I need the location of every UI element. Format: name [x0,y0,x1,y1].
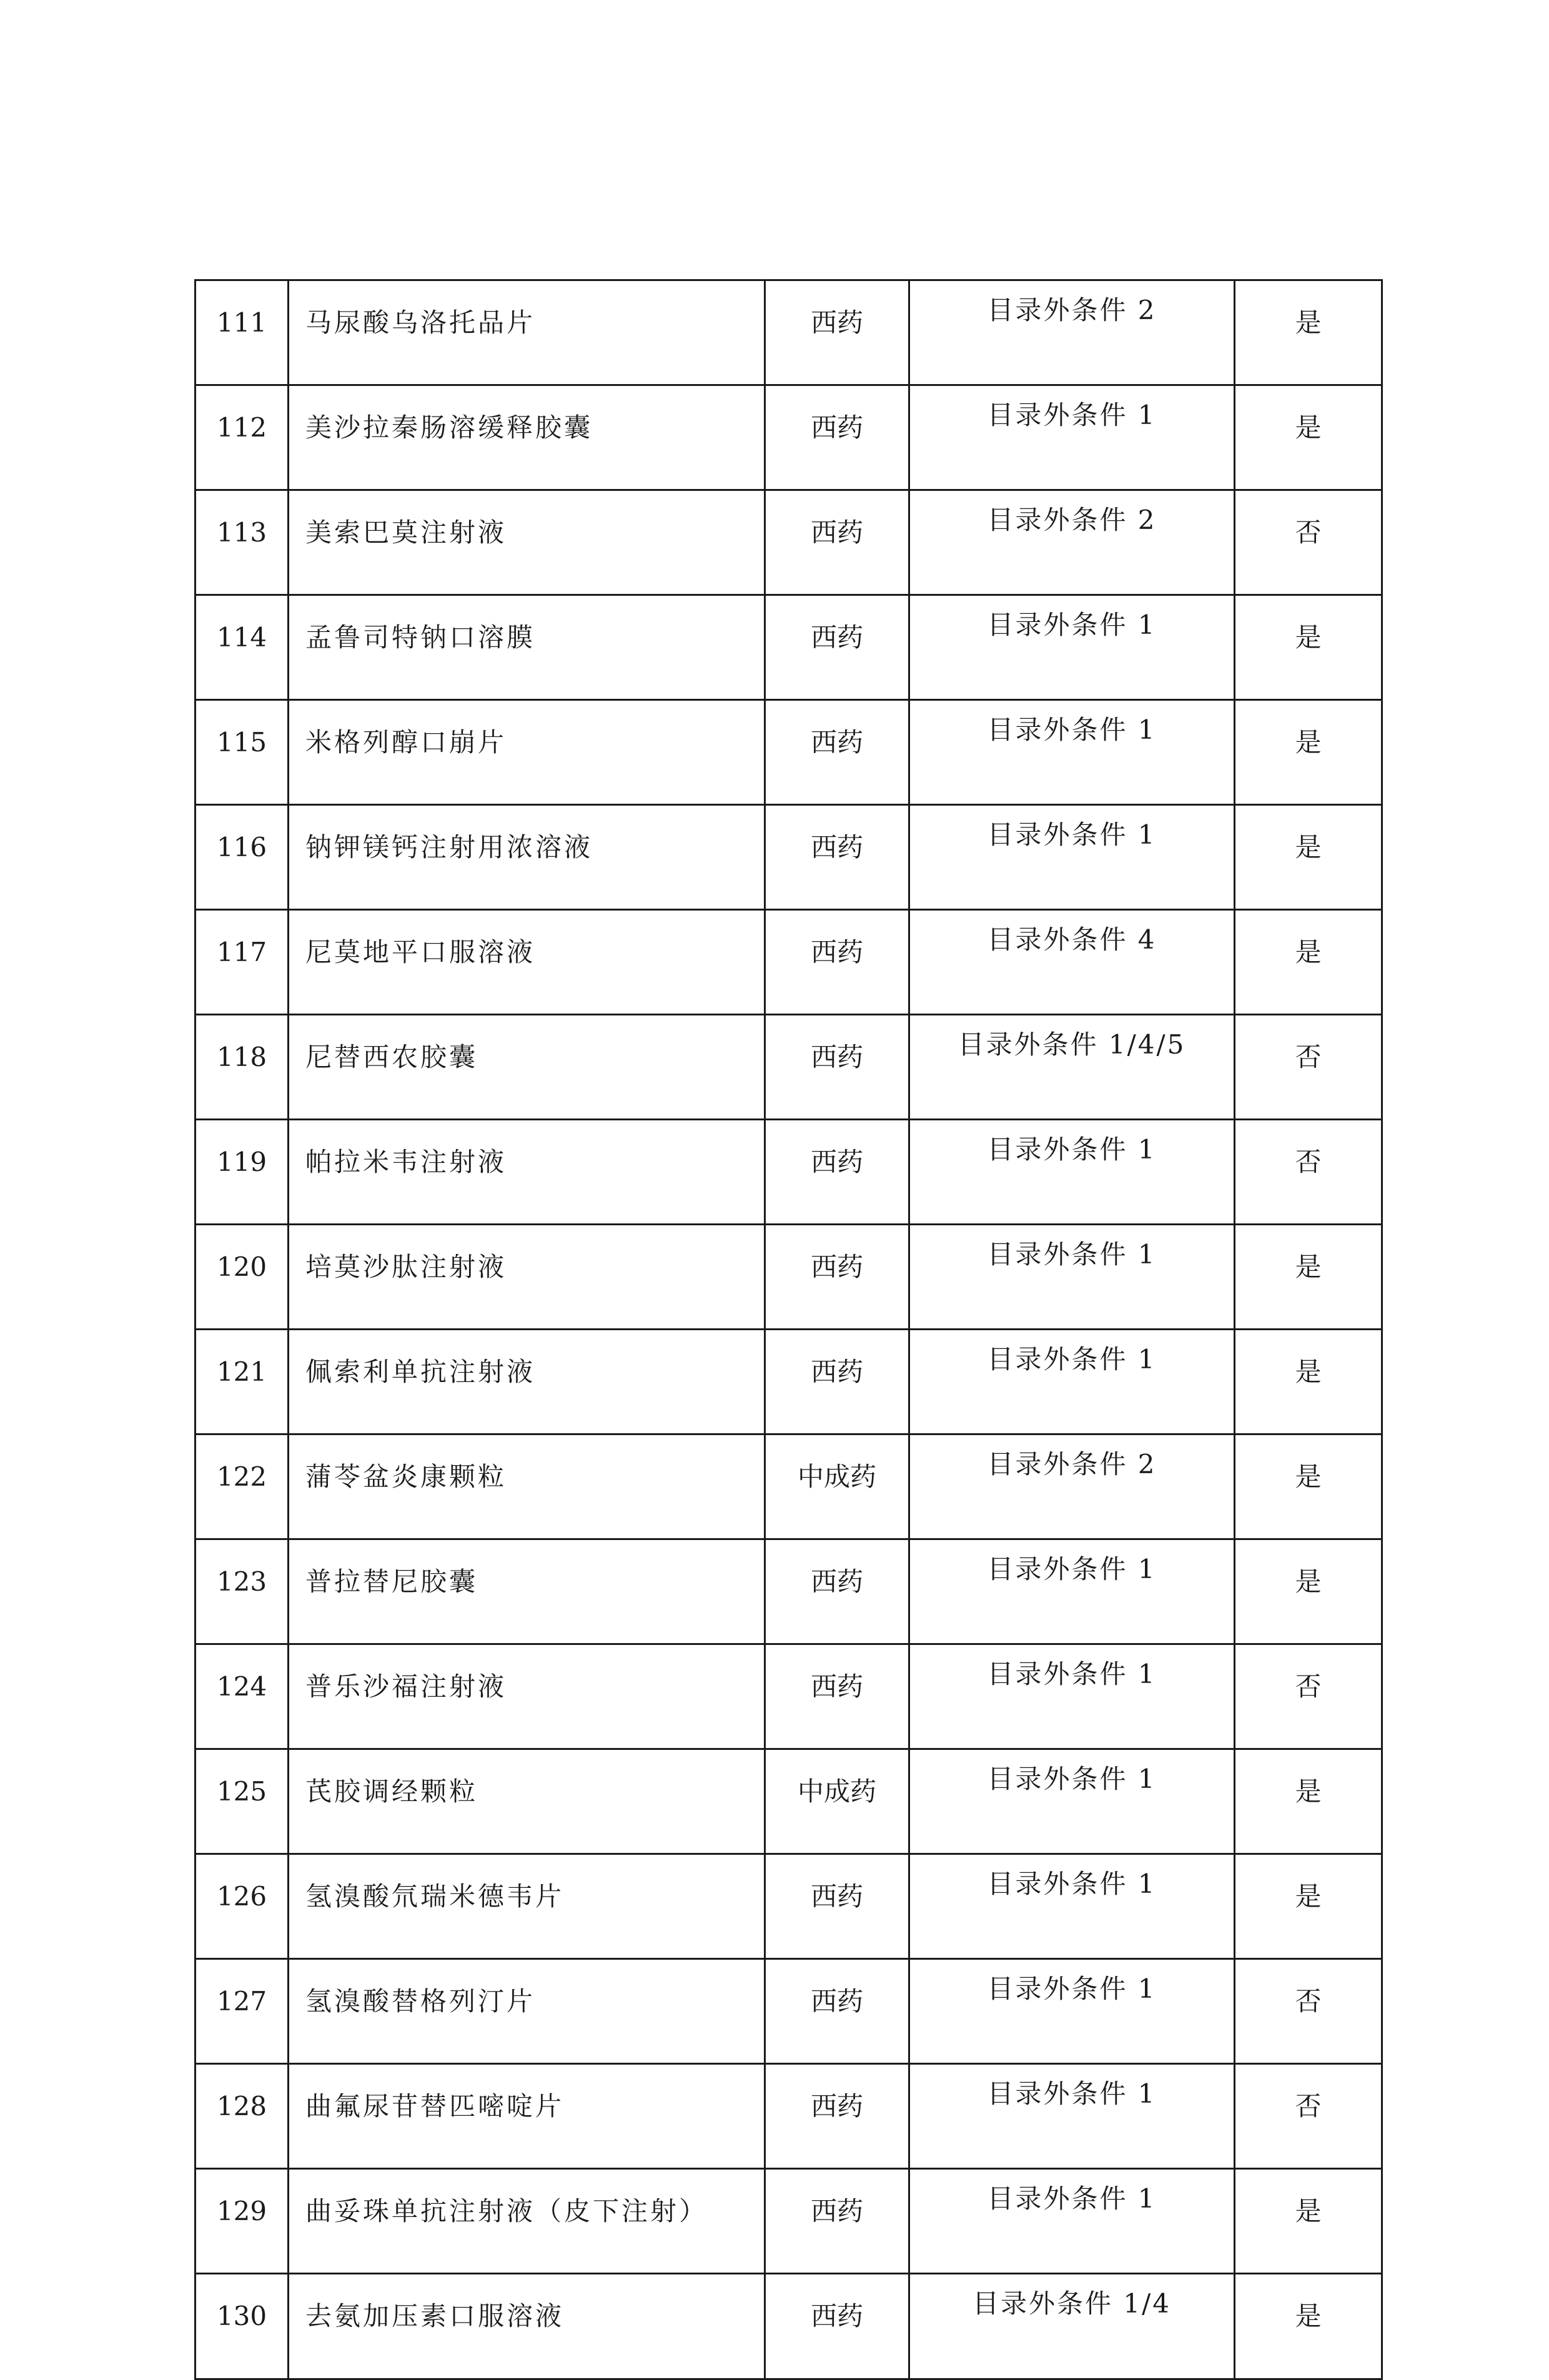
row-number: 125 [216,1776,267,1807]
drug-name-cell [289,280,765,385]
catalog-condition: 目录外条件 1 [987,400,1157,430]
table-row [195,2064,1382,2169]
drug-name-cell [289,1959,765,2064]
yes-no-flag: 是 [1295,622,1322,653]
row-number-cell [195,1959,289,2064]
drug-name: 芪胶调经颗粒 [305,1776,478,1807]
drug-type-cell [765,280,909,385]
drug-type: 西药 [810,1147,863,1177]
catalog-condition-cell [909,385,1235,490]
table-row [195,280,1382,385]
table-row [195,1330,1382,1434]
row-number: 123 [216,1566,267,1597]
drug-type-cell [765,385,909,490]
drug-name: 普拉替尼胶囊 [305,1566,478,1597]
row-number: 122 [216,1461,267,1492]
row-number-cell [195,1330,289,1434]
drug-name: 曲氟尿苷替匹嘧啶片 [305,2091,565,2121]
drug-type: 西药 [810,1671,863,1702]
drug-type-cell [765,2169,909,2274]
yes-no-flag-cell [1235,2169,1382,2274]
row-number: 119 [216,1147,267,1177]
catalog-condition-cell [909,805,1235,910]
yes-no-flag: 是 [1295,727,1322,758]
drug-name-cell [289,1434,765,1539]
table-row [195,1854,1382,1959]
table-row [195,1225,1382,1330]
drug-name: 尼莫地平口服溶液 [305,937,536,967]
yes-no-flag-cell [1235,490,1382,595]
drug-type-cell [765,1434,909,1539]
drug-name: 马尿酸乌洛托品片 [305,307,536,338]
yes-no-flag: 否 [1295,517,1322,548]
row-number: 114 [216,622,267,653]
drug-type: 西药 [810,622,863,653]
yes-no-flag-cell [1235,1854,1382,1959]
catalog-condition-cell [909,2274,1235,2379]
yes-no-flag-cell [1235,2064,1382,2169]
drug-name-cell [289,2274,765,2379]
catalog-condition-cell [909,490,1235,595]
drug-name-cell [289,385,765,490]
catalog-condition: 目录外条件 2 [987,295,1157,325]
drug-name-cell [289,700,765,805]
table-row [195,2274,1382,2379]
drug-type: 西药 [810,1042,863,1072]
drug-name-cell [289,910,765,1015]
row-number: 121 [216,1356,267,1387]
drug-name-cell [289,1539,765,1644]
row-number: 116 [216,832,267,862]
row-number-cell [195,1539,289,1644]
row-number: 124 [216,1671,267,1702]
row-number: 130 [216,2301,267,2331]
yes-no-flag-cell [1235,1120,1382,1225]
yes-no-flag-cell [1235,1015,1382,1120]
drug-type-cell [765,700,909,805]
table-row [195,385,1382,490]
drug-name-cell [289,1644,765,1749]
drug-name: 佩索利单抗注射液 [305,1356,536,1387]
row-number: 117 [216,937,267,967]
drug-type-cell [765,1959,909,2064]
yes-no-flag: 否 [1295,2091,1322,2121]
table-row [195,1749,1382,1854]
catalog-condition: 目录外条件 1 [987,2078,1157,2109]
catalog-condition: 目录外条件 4 [987,924,1157,955]
drug-name: 去氨加压素口服溶液 [305,2301,565,2331]
yes-no-flag: 是 [1295,937,1322,967]
catalog-condition: 目录外条件 1 [987,1659,1157,1689]
drug-type: 西药 [810,937,863,967]
catalog-condition: 目录外条件 1 [987,610,1157,640]
yes-no-flag: 否 [1295,1147,1322,1177]
catalog-condition-cell [909,700,1235,805]
row-number-cell [195,2169,289,2274]
row-number: 115 [216,727,267,758]
table-row [195,1434,1382,1539]
drug-name-cell [289,1749,765,1854]
catalog-condition-cell [909,1120,1235,1225]
catalog-condition-cell [909,1015,1235,1120]
yes-no-flag-cell [1235,280,1382,385]
yes-no-flag: 是 [1295,412,1322,443]
yes-no-flag: 是 [1295,2196,1322,2226]
catalog-condition-cell [909,1854,1235,1959]
drug-type: 西药 [810,1566,863,1597]
drug-name: 培莫沙肽注射液 [305,1252,507,1282]
catalog-condition-cell [909,910,1235,1015]
row-number: 113 [216,517,267,548]
row-number: 127 [216,1986,267,2017]
row-number-cell [195,2274,289,2379]
drug-name: 孟鲁司特钠口溶膜 [305,622,536,653]
catalog-condition-cell [909,1539,1235,1644]
yes-no-flag: 是 [1295,1356,1322,1387]
drug-type-cell [765,2274,909,2379]
drug-name-cell [289,1120,765,1225]
drug-type: 西药 [810,412,863,443]
drug-type-cell [765,2064,909,2169]
drug-type: 西药 [810,1252,863,1282]
drug-type-cell [765,1330,909,1434]
table-row [195,1644,1382,1749]
catalog-condition: 目录外条件 1 [987,1239,1157,1270]
drug-type-cell [765,1539,909,1644]
yes-no-flag-cell [1235,1644,1382,1749]
catalog-condition: 目录外条件 2 [987,505,1157,535]
drug-name: 蒲苓盆炎康颗粒 [305,1461,507,1492]
catalog-condition: 目录外条件 1 [987,1344,1157,1375]
row-number: 111 [216,307,267,338]
catalog-condition: 目录外条件 1 [987,1764,1157,1794]
catalog-condition: 目录外条件 1 [987,714,1157,745]
drug-name-cell [289,490,765,595]
drug-type: 西药 [810,1356,863,1387]
drug-name-cell [289,2064,765,2169]
drug-name: 尼替西农胶囊 [305,1042,478,1072]
row-number-cell [195,910,289,1015]
yes-no-flag-cell [1235,1330,1382,1434]
row-number-cell [195,1644,289,1749]
drug-type: 西药 [810,2196,863,2226]
table-row [195,1120,1382,1225]
catalog-condition-cell [909,1434,1235,1539]
row-number-cell [195,595,289,700]
row-number: 129 [216,2196,267,2226]
drug-name: 氢溴酸替格列汀片 [305,1986,536,2017]
drug-name: 美索巴莫注射液 [305,517,507,548]
row-number: 118 [216,1042,267,1072]
drug-type: 西药 [810,1986,863,2017]
row-number-cell [195,1434,289,1539]
drug-name-cell [289,2169,765,2274]
table-row [195,1015,1382,1120]
catalog-condition: 目录外条件 1 [987,819,1157,850]
drug-type: 西药 [810,2091,863,2121]
yes-no-flag-cell [1235,2274,1382,2379]
yes-no-flag: 是 [1295,1252,1322,1282]
yes-no-flag: 是 [1295,307,1322,338]
drug-type: 西药 [810,517,863,548]
yes-no-flag: 否 [1295,1986,1322,2017]
catalog-condition: 目录外条件 1/4 [972,2288,1171,2319]
drug-type: 中成药 [797,1461,876,1492]
table-row [195,490,1382,595]
yes-no-flag-cell [1235,700,1382,805]
yes-no-flag: 是 [1295,2301,1322,2331]
table-row [195,1959,1382,2064]
table-row [195,805,1382,910]
row-number-cell [195,700,289,805]
catalog-condition: 目录外条件 2 [987,1449,1157,1479]
yes-no-flag-cell [1235,805,1382,910]
catalog-condition: 目录外条件 1 [987,1134,1157,1165]
row-number: 120 [216,1252,267,1282]
table-row [195,595,1382,700]
catalog-condition-cell [909,2169,1235,2274]
catalog-condition: 目录外条件 1 [987,2183,1157,2214]
drug-name: 钠钾镁钙注射用浓溶液 [305,832,593,862]
drug-name: 米格列醇口崩片 [305,727,507,758]
drug-type: 中成药 [797,1776,876,1807]
yes-no-flag-cell [1235,1225,1382,1330]
row-number-cell [195,1120,289,1225]
drug-name-cell [289,1330,765,1434]
row-number: 112 [216,412,267,443]
drug-name-cell [289,595,765,700]
yes-no-flag-cell [1235,595,1382,700]
drug-type-cell [765,1225,909,1330]
yes-no-flag: 否 [1295,1042,1322,1072]
drug-name: 氢溴酸氘瑞米德韦片 [305,1881,565,1912]
yes-no-flag-cell [1235,1959,1382,2064]
yes-no-flag-cell [1235,1539,1382,1644]
row-number: 128 [216,2091,267,2121]
catalog-condition-cell [909,595,1235,700]
drug-type-cell [765,1749,909,1854]
row-number: 126 [216,1881,267,1912]
drug-name-cell [289,1015,765,1120]
drug-name: 美沙拉秦肠溶缓释胶囊 [305,412,593,443]
drug-type-cell [765,910,909,1015]
catalog-condition-cell [909,1225,1235,1330]
drug-type: 西药 [810,832,863,862]
drug-name-cell [289,1854,765,1959]
yes-no-flag: 是 [1295,1776,1322,1807]
catalog-condition-cell [909,1749,1235,1854]
row-number-cell [195,280,289,385]
table-row [195,1539,1382,1644]
drug-list-table [194,279,1383,2380]
drug-name: 普乐沙福注射液 [305,1671,507,1702]
table-row [195,700,1382,805]
drug-name-cell [289,1225,765,1330]
drug-type-cell [765,1644,909,1749]
yes-no-flag-cell [1235,385,1382,490]
yes-no-flag: 是 [1295,1881,1322,1912]
row-number-cell [195,2064,289,2169]
drug-type-cell [765,1120,909,1225]
drug-type: 西药 [810,1881,863,1912]
catalog-condition-cell [909,1644,1235,1749]
row-number-cell [195,1854,289,1959]
drug-name: 帕拉米韦注射液 [305,1147,507,1177]
row-number-cell [195,1749,289,1854]
drug-type-cell [765,595,909,700]
drug-type-cell [765,1015,909,1120]
yes-no-flag-cell [1235,1749,1382,1854]
row-number-cell [195,1225,289,1330]
yes-no-flag: 是 [1295,1461,1322,1492]
catalog-condition: 目录外条件 1 [987,1973,1157,2004]
catalog-condition: 目录外条件 1 [987,1554,1157,1584]
row-number-cell [195,1015,289,1120]
drug-type: 西药 [810,2301,863,2331]
drug-type: 西药 [810,307,863,338]
row-number-cell [195,385,289,490]
table-row [195,910,1382,1015]
drug-type-cell [765,805,909,910]
yes-no-flag-cell [1235,1434,1382,1539]
catalog-condition-cell [909,1330,1235,1434]
drug-name: 曲妥珠单抗注射液（皮下注射） [305,2196,708,2226]
yes-no-flag: 是 [1295,832,1322,862]
catalog-condition: 目录外条件 1 [987,1869,1157,1899]
catalog-condition-cell [909,280,1235,385]
catalog-condition-cell [909,1959,1235,2064]
drug-name-cell [289,805,765,910]
drug-list-body [195,280,1382,2379]
yes-no-flag: 是 [1295,1566,1322,1597]
drug-type: 西药 [810,727,863,758]
yes-no-flag-cell [1235,910,1382,1015]
catalog-condition: 目录外条件 1/4/5 [958,1029,1186,1060]
drug-type-cell [765,490,909,595]
drug-type-cell [765,1854,909,1959]
table-row [195,2169,1382,2274]
catalog-condition-cell [909,2064,1235,2169]
row-number-cell [195,490,289,595]
row-number-cell [195,805,289,910]
yes-no-flag: 否 [1295,1671,1322,1702]
